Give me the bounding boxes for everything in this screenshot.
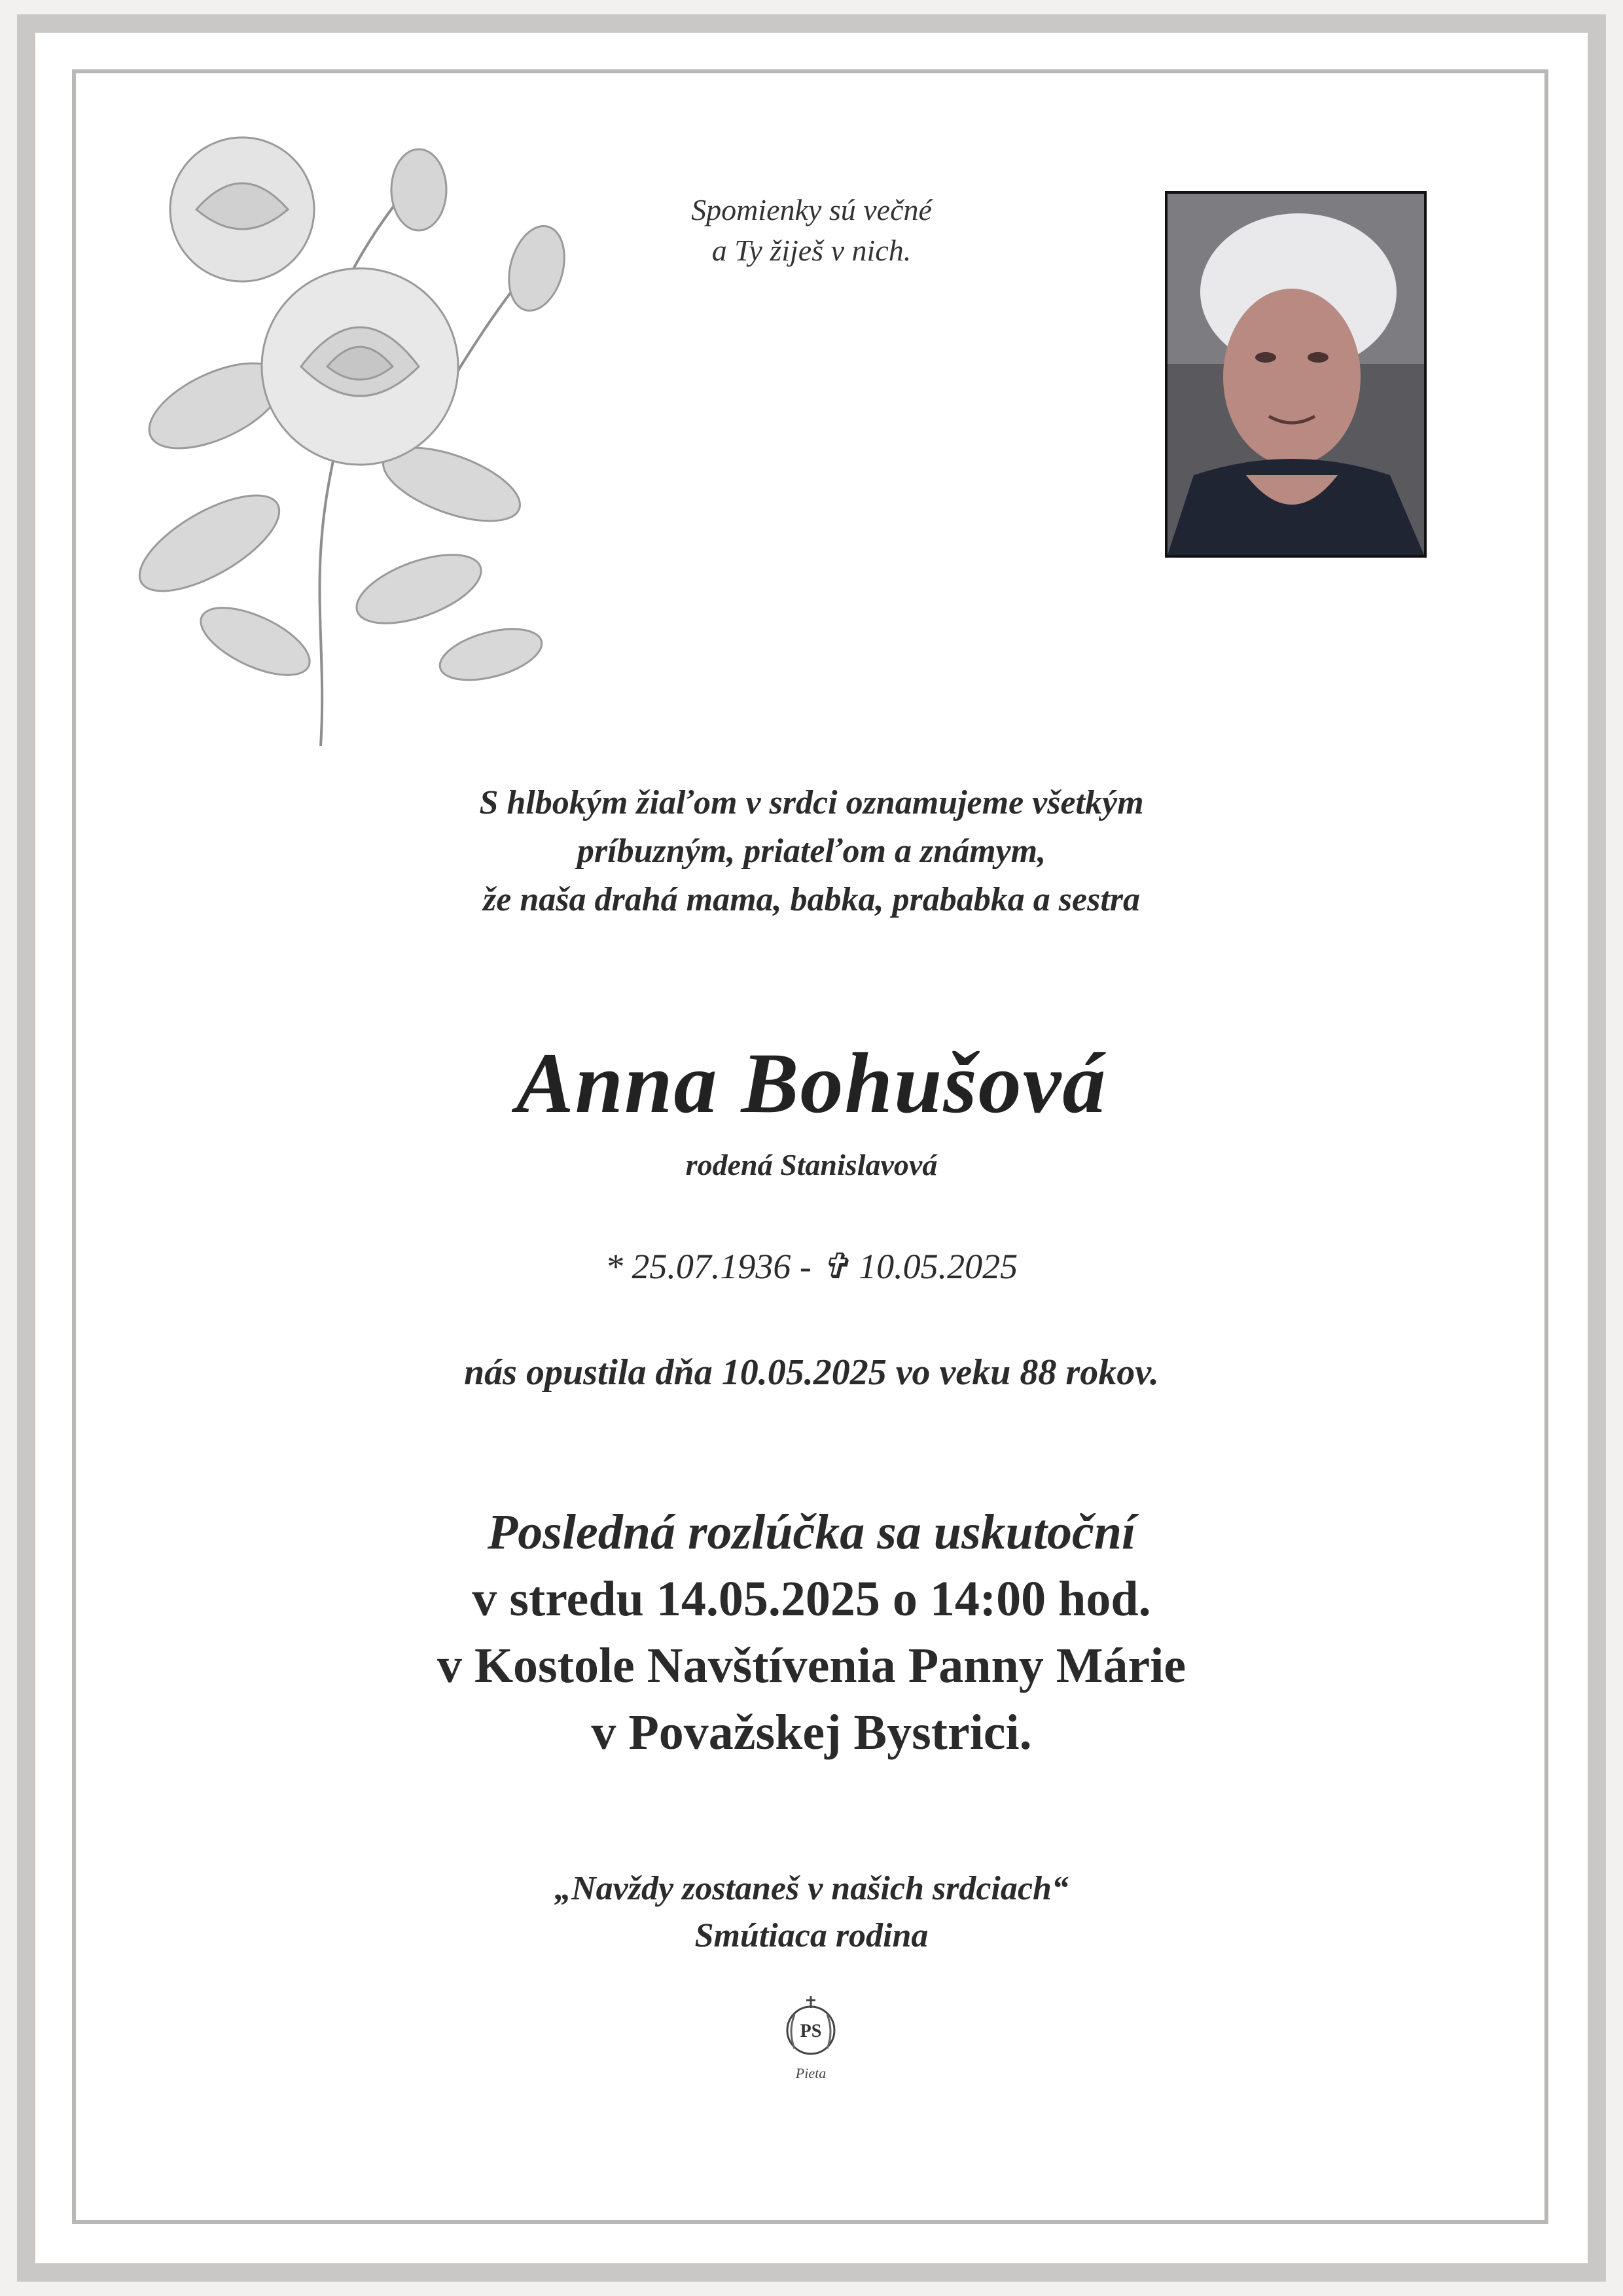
farewell-quote: „Navždy zostaneš v našich srdciach“ (554, 1870, 1069, 1907)
motto (615, 190, 1008, 271)
funeral-info (131, 1499, 1492, 1766)
death-date: 10.05.2025 (859, 1247, 1018, 1286)
funeral-line-4: v Považskej Bystrici. (591, 1705, 1032, 1760)
funeral-line-3: v Kostole Navštívenia Panny Márie (437, 1638, 1186, 1693)
logo-monogram: PS (800, 2021, 822, 2041)
announcement-line-2: príbuzným, priateľom a známym, (577, 833, 1046, 870)
pieta-emblem-icon (775, 1992, 847, 2064)
birth-date: * 25.07.1936 - (605, 1247, 812, 1286)
funeral-line-1: Posledná rozlúčka sa uskutoční (487, 1505, 1136, 1560)
departure-note: nás opustila dňa 10.05.2025 vo veku 88 rokov. (464, 1352, 1159, 1393)
motto-line-1: Spomienky sú večné (691, 193, 932, 226)
announcement-line-3: že naša drahá mama, babka, prababka a sestra (483, 881, 1140, 918)
funeral-line-2: v stredu 14.05.2025 o 14:00 hod. (472, 1571, 1151, 1626)
announcement (131, 779, 1492, 924)
farewell (131, 1865, 1492, 1960)
rose-illustration (111, 118, 609, 746)
announcement-line-1: S hlbokým žiaľom v srdci oznamujeme všetkým (479, 784, 1144, 821)
portrait-photo (1165, 191, 1427, 558)
motto-line-2: a Ty žiješ v nich. (711, 234, 912, 267)
maiden-name: rodená Stanislavová (685, 1148, 938, 1181)
deceased-name: Anna Bohušová (516, 1035, 1107, 1131)
farewell-signature: Smútiaca rodina (694, 1917, 929, 1954)
cross-icon: ✞ (820, 1247, 850, 1286)
logo-brand: Pieta (795, 2065, 827, 2081)
pieta-logo (775, 1992, 847, 2084)
life-dates (131, 1244, 1492, 1289)
